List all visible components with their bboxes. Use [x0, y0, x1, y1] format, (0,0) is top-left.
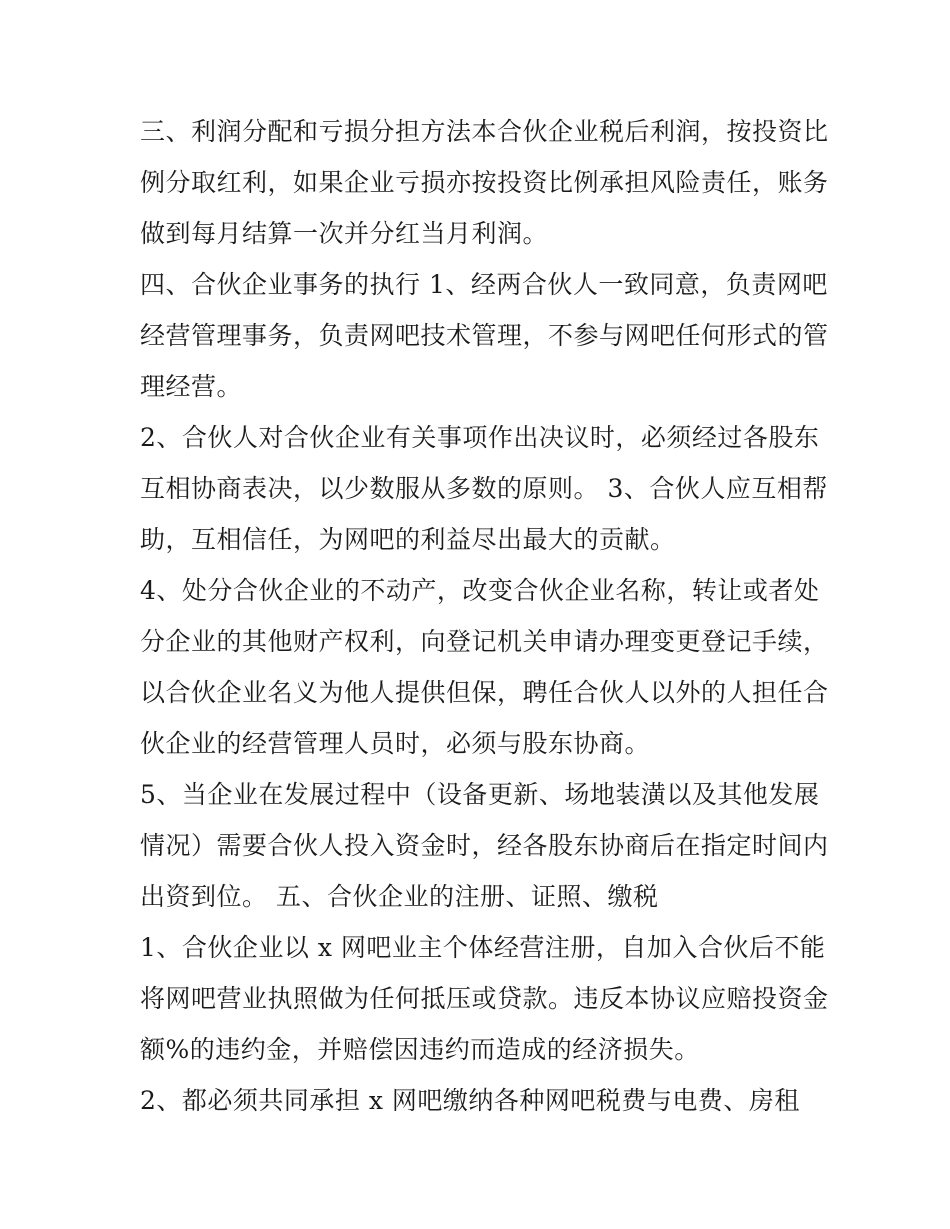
text-line: 将网吧营业执照做为任何抵压或贷款。违反本协议应赔投资金: [140, 984, 829, 1013]
text-line: 助，互相信任，为网吧的利益尽出最大的贡献。: [140, 525, 676, 554]
text-line: 5、当企业在发展过程中（设备更新、场地装潢以及其他发展: [140, 780, 820, 809]
text-line: 分企业的其他财产权利，向登记机关申请办理变更登记手续，: [140, 627, 829, 656]
text-line: 四、合伙企业事务的执行 1、经两合伙人一致同意，负责网吧: [140, 270, 828, 299]
text-line: 出资到位。 五、合伙企业的注册、证照、缴税: [140, 882, 659, 911]
paragraph-profit-distribution: [140, 106, 829, 259]
text-line: 4、处分合伙企业的不动产，改变合伙企业名称，转让或者处: [140, 576, 820, 605]
text-line: 以合伙企业名义为他人提供但保，聘任合伙人以外的人担任合: [140, 678, 829, 707]
text-line: 做到每月结算一次并分红当月利润。: [140, 219, 549, 248]
text-line: 理经营。: [140, 372, 243, 401]
paragraph-registration-1: [140, 922, 829, 1075]
text-line: 2、都必须共同承担 x 网吧缴纳各种网吧税费与电费、房租: [140, 1086, 800, 1115]
text-line: 互相协商表决，以少数服从多数的原则。 3、合伙人应互相帮: [140, 474, 828, 503]
text-line: 例分取红利，如果企业亏损亦按投资比例承担风险责任，账务: [140, 168, 829, 197]
text-line: 2、合伙人对合伙企业有关事项作出决议时，必须经过各股东: [140, 423, 820, 452]
paragraph-registration-2: [140, 1075, 820, 1126]
paragraph-item-5: [140, 769, 829, 922]
paragraph-item-2: [140, 412, 828, 565]
text-line: 情况）需要合伙人投入资金时，经各股东协商后在指定时间内: [140, 831, 829, 860]
text-line: 三、利润分配和亏损分担方法本合伙企业税后利润，按投资比: [140, 117, 829, 146]
paragraph-affairs-execution: [140, 259, 829, 412]
text-line: 额%的违约金，并赔偿因违约而造成的经济损失。: [140, 1035, 700, 1064]
text-line: 伙企业的经营管理人员时，必须与股东协商。: [140, 729, 651, 758]
text-line: 经营管理事务，负责网吧技术管理，不参与网吧任何形式的管: [140, 321, 829, 350]
text-line: 1、合伙企业以 x 网吧业主个体经营注册，自加入合伙后不能: [140, 933, 826, 962]
paragraph-item-4: [140, 565, 829, 769]
document-body: [140, 106, 829, 1126]
